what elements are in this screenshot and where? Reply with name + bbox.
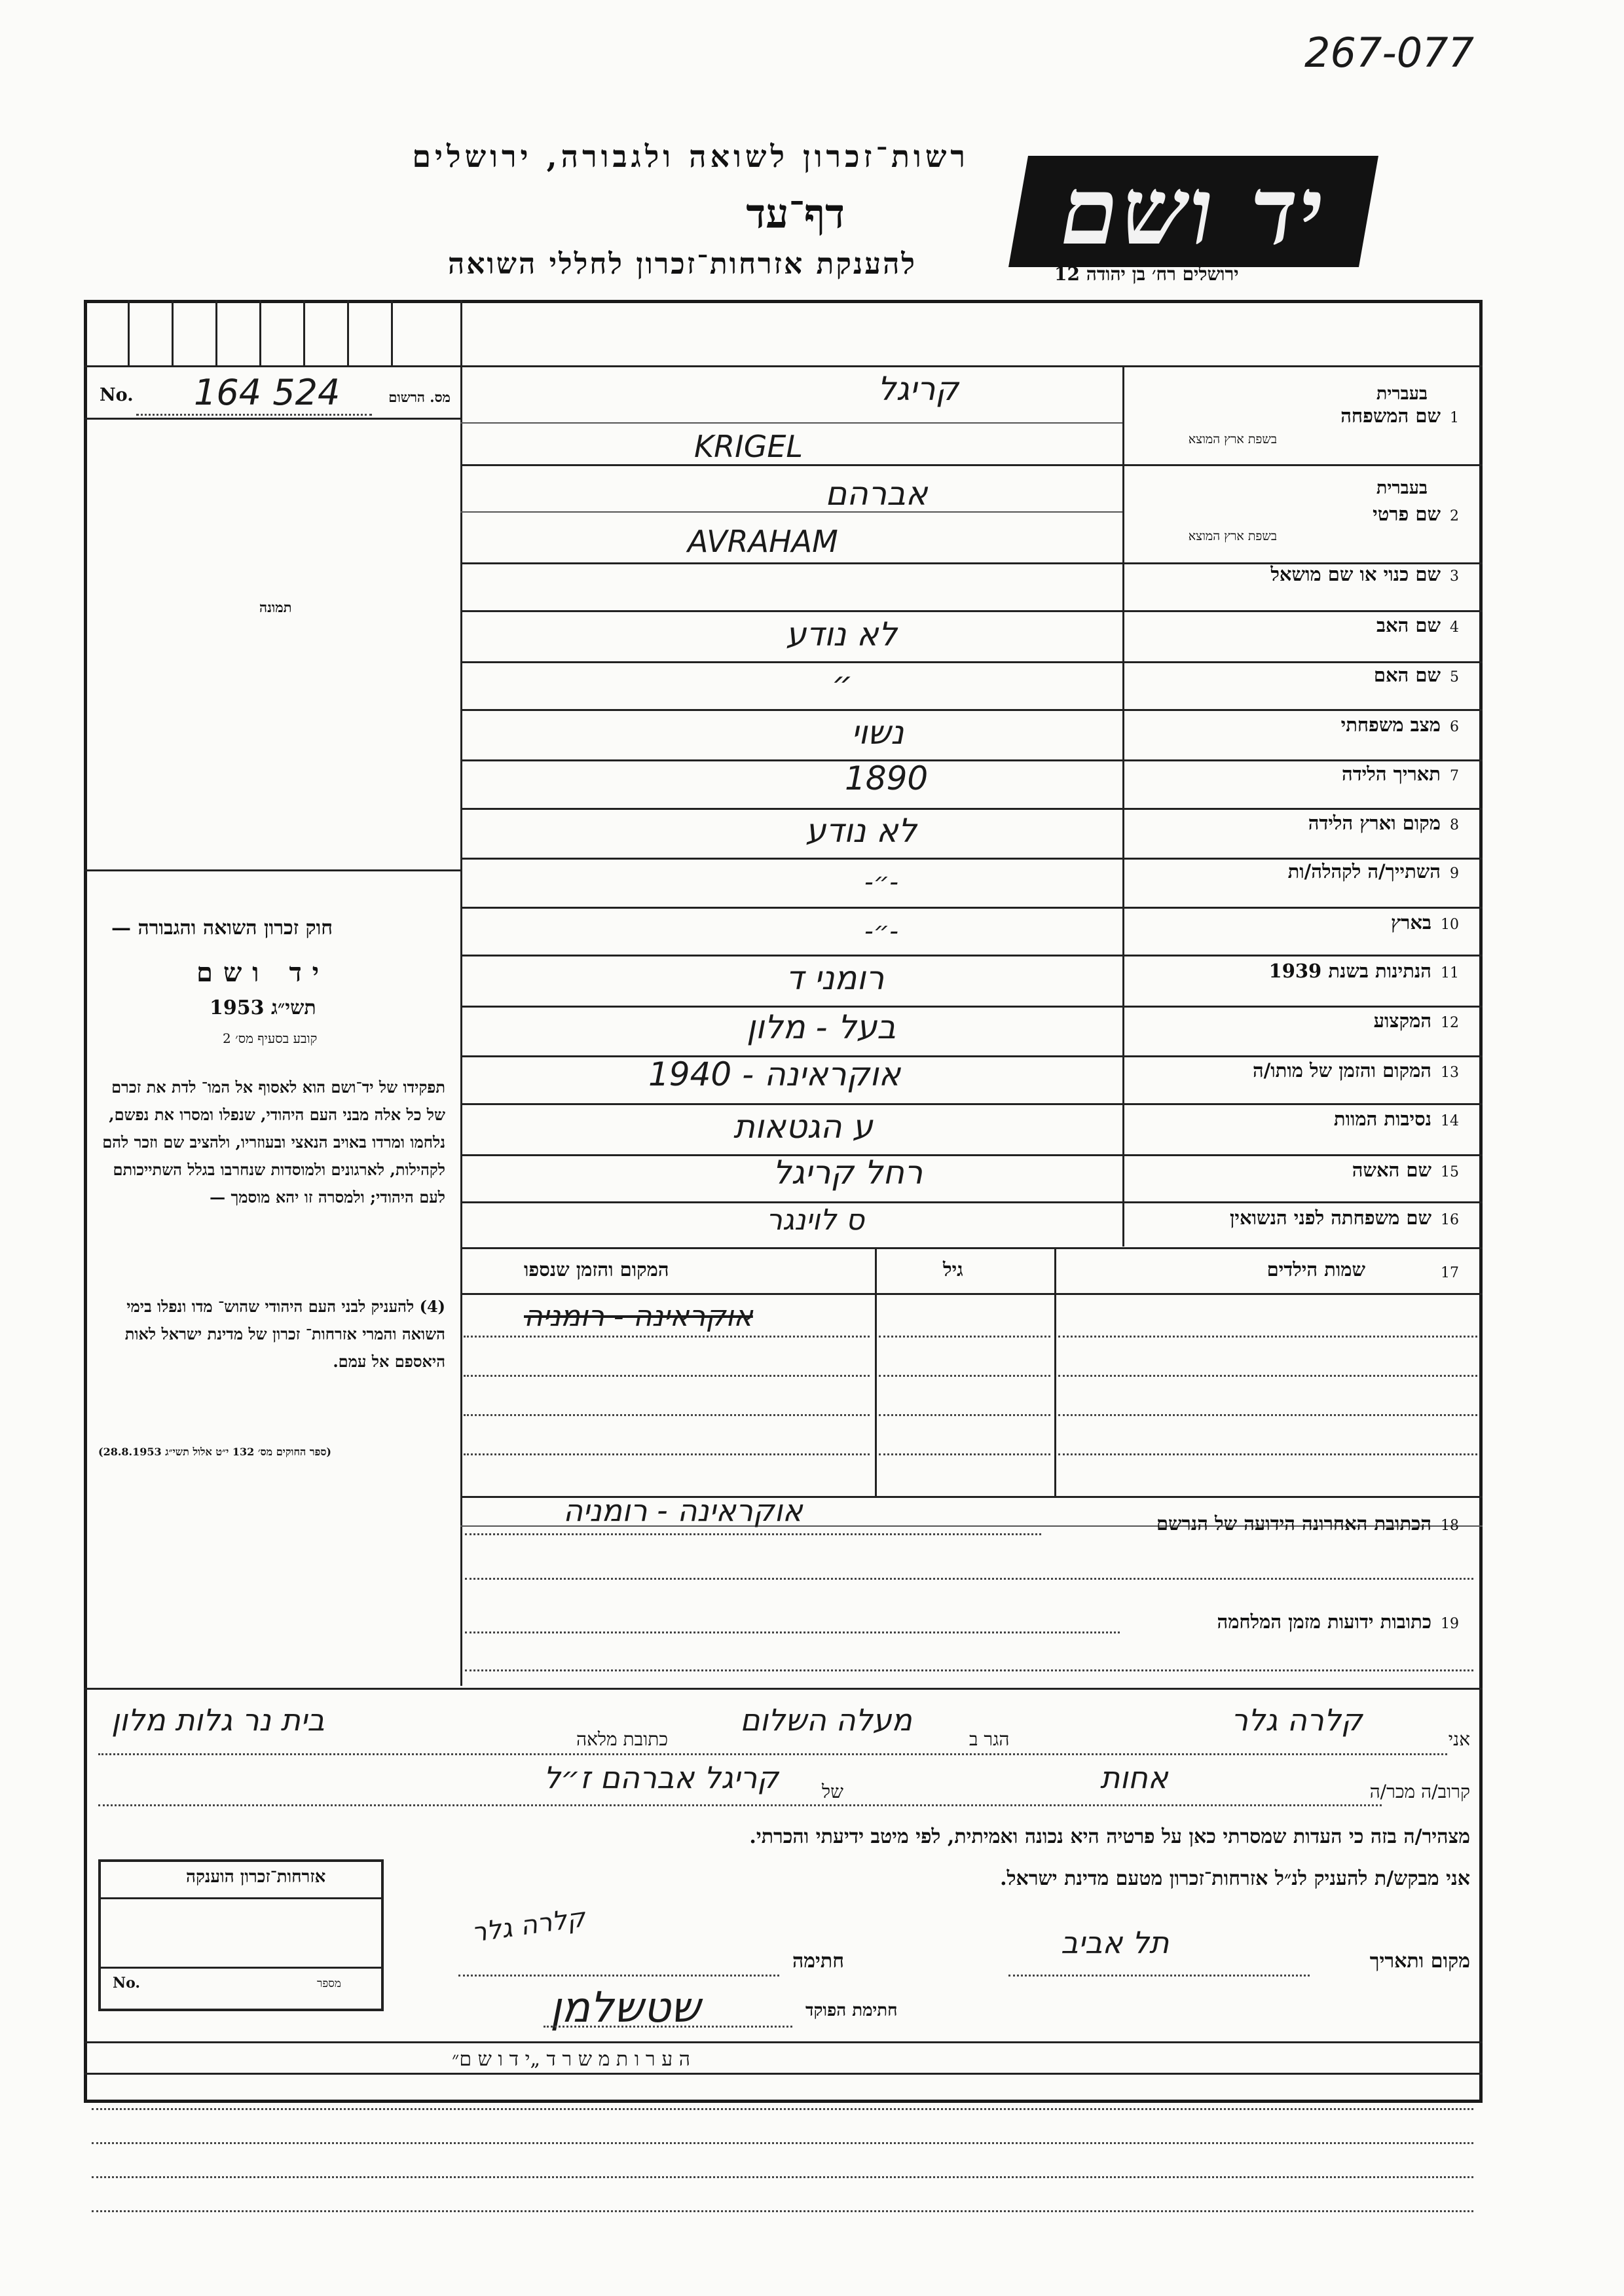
sublabel-hebrew-2: בעברית	[1376, 478, 1428, 498]
value-death-place-time: 1940 - אוקראינה	[648, 1055, 901, 1093]
decl-of-label: של	[822, 1781, 843, 1802]
value-family-name-latin: KRIGEL	[694, 429, 803, 464]
value-family-name-hebrew: קריגל	[877, 370, 959, 408]
registration-number: 164 524	[194, 372, 341, 413]
label-country: 10בארץ	[1391, 911, 1459, 934]
value-birth-date: 1890	[845, 759, 929, 797]
grant-box-number-label: מספר	[317, 1977, 342, 1990]
decl-resident-of: הגר ב	[969, 1728, 1010, 1750]
decl-signature: קלרה גלר	[470, 1903, 587, 1948]
value-citizenship-1939: רומני ד	[786, 959, 885, 997]
label-birth-place: 8מקום וארץ הלידה	[1308, 812, 1459, 834]
decl-name: קלרה גלר	[1231, 1702, 1363, 1738]
label-family-name: 1שם המשפחה	[1340, 405, 1459, 427]
authority-heading: רשות־זכרון לשואה ולגבורה, ירושלים	[412, 139, 969, 174]
value-first-name-latin: AVRAHAM	[688, 524, 838, 559]
photo-box-top	[84, 418, 462, 420]
sublabel-origin-lang-1: בשפת ארץ המוצא	[1188, 432, 1277, 446]
label-wife-maiden-name: 16שם משפחתה לפני הנשואין	[1230, 1207, 1459, 1229]
field19-dots	[465, 1631, 1120, 1633]
value-wife-maiden-name: ס לוינגר	[766, 1203, 864, 1237]
left-column-divider	[460, 300, 462, 1686]
law-year: תשי״ג 1953	[210, 996, 316, 1019]
yad-vashem-logo: יד ושם	[1008, 156, 1378, 267]
field18-line2	[465, 1578, 1473, 1580]
law-source: (ספר החוקים מס׳ 132 י״ט אלול תשי״ג 28.8.1953)	[98, 1446, 331, 1458]
decl-statement-2: אני מבקש/ת להעניק לנ״ל אזרחות־זכרון מטעם מדינת ישראל.	[1000, 1867, 1470, 1890]
field19-line2	[465, 1669, 1473, 1671]
children-col-age: גיל	[943, 1258, 963, 1281]
grant-box-no-label: No.	[113, 1975, 141, 1992]
label-death-place-time: 13המקום והזמן של מותו/ה	[1252, 1059, 1459, 1082]
label-last-address: 18הכתובת האחרונה הידועה של הנרשם	[1156, 1512, 1459, 1535]
label-mother-name: 5שם האם	[1373, 664, 1459, 686]
value-last-address: אוקראינה - רומניה	[563, 1493, 803, 1528]
label-citizenship-1939: 11הנתינות בשנת 1939	[1268, 960, 1459, 982]
sublabel-origin-lang-2: בשפת ארץ המוצא	[1188, 529, 1277, 543]
place-date-line	[1008, 1975, 1310, 1977]
value-mother-name: ״	[832, 665, 853, 702]
office-remarks: ה ע ר ו ת מ ש ר ד „י ד ו ש ם״	[452, 2048, 690, 2071]
registration-label: מס. הרשום	[388, 389, 451, 405]
children-col-place: המקום והזמן שנספו	[524, 1258, 669, 1281]
label-nickname: 3שם כנוי או שם מושאל	[1270, 563, 1459, 585]
decl-full-address-label: כתובת מלאה	[576, 1728, 668, 1750]
decl-officer-signature: שטשלמן	[550, 1984, 701, 2032]
remarks-top	[84, 2041, 1483, 2043]
decl-line2	[98, 1804, 1382, 1806]
label-marital-status: 6מצב משפחתי	[1340, 714, 1459, 736]
label-wartime-addresses: 19כתובות ידועות מזמן המלחמה	[1217, 1611, 1459, 1633]
field18-dots	[465, 1533, 1041, 1535]
children-num: 17	[1441, 1265, 1459, 1281]
decl-place-date-label: מקום ותאריך	[1369, 1950, 1470, 1973]
label-death-circumstances: 14נסיבות המוות	[1333, 1108, 1459, 1130]
decl-resident-city: מעלה השלום	[740, 1702, 912, 1738]
label-profession: 12המקצוע	[1373, 1010, 1459, 1032]
law-title: חוק זכרון השואה והגבורה —	[111, 917, 333, 939]
label-father-name: 4שם האב	[1376, 614, 1459, 636]
archive-number: 267-077	[1304, 29, 1475, 77]
grant-box-title: אזרחות־זכרון הוענקה	[186, 1867, 326, 1887]
value-first-name-hebrew: אברהם	[825, 475, 928, 513]
form-title: דף־עד	[746, 190, 845, 238]
label-first-name: 2שם פרטי	[1373, 503, 1459, 525]
decl-signature-label: חתימה	[792, 1950, 844, 1973]
label-wife-name: 15שם האשה	[1352, 1159, 1459, 1181]
office-address: ירושלים רח׳ בן יהודה 12	[1054, 263, 1239, 285]
remarks-header-bottom	[84, 2073, 1483, 2075]
decl-relation: אחות	[1100, 1760, 1168, 1795]
sublabel-hebrew-1: בעברית	[1376, 384, 1428, 404]
form-subtitle: להענקת אזרחות־זכרון לחללי השואה	[447, 247, 917, 281]
value-wife-name: רחל קריגל	[773, 1154, 923, 1192]
photo-box-bottom	[84, 869, 462, 871]
value-country: -״-	[864, 917, 898, 945]
decl-officer-signature-label: חתימת הפוקד	[805, 2001, 898, 2020]
law-clause-ref: קובע בסעיף מס׳ 2	[223, 1030, 318, 1046]
value-community: -״-	[864, 867, 898, 896]
declaration-top	[84, 1688, 1483, 1690]
decl-line1	[98, 1753, 1447, 1755]
registration-no-prefix: No.	[100, 385, 134, 405]
label-column-divider	[1122, 365, 1124, 1247]
label-birth-date: 7תאריך הלידה	[1342, 763, 1459, 785]
law-paragraph-1: תפקידו של יד־ושם הוא לאסוף אל המו־ לדת את זכרם של כל אלה מבני העם היהודי, שנפלו ומסרו את נפשם, נלחמו ומרדו באויב הנאצי ובעוזריו, ולהציב שם וזכר להם לקהילות, לארגונים ולמוסדות שנחרבו בגלל השתייכותם לעם היהודי; ולמסרה זו יהא מוסמך —	[102, 1078, 445, 1207]
value-death-circumstances: ע הגטאות	[733, 1108, 873, 1146]
value-marital-status: נשוי	[851, 714, 904, 752]
decl-full-address: בית נר גלות מלון	[111, 1702, 325, 1738]
decl-of-name: קריגל אברהם ז״ל	[544, 1760, 779, 1795]
value-profession: בעל - מלון	[747, 1008, 896, 1046]
decl-place-date: תל אביב	[1061, 1925, 1170, 1960]
value-father-name: לא נודע	[786, 615, 897, 653]
signature-line	[458, 1975, 779, 1977]
officer-signature-line	[544, 2026, 792, 2028]
children-col-names: שמות הילדים	[1266, 1258, 1365, 1281]
children-first-entry: אוקראינה - רומניה	[524, 1300, 753, 1333]
photo-label: תמונה	[259, 599, 292, 615]
law-paragraph-2: (4) להעניק לבני העם היהודי שהוש־ מדו ונפלו בימי השואה והמרי אזרחות־ זכרון של מדינת ישראל לאות היאספם אל עמם.	[124, 1297, 445, 1371]
grant-box	[98, 1859, 384, 2011]
decl-relation-label: קרוב/ה מכר/ה	[1369, 1781, 1470, 1802]
law-name: יד ושם	[196, 957, 330, 988]
decl-ani: אני	[1448, 1728, 1470, 1750]
value-birth-place: לא נודע	[805, 812, 917, 850]
decl-statement-1: מצהיר/ה בזה כי העדות שמסרתי כאן על פרטיה היא נכונה ואמיתית, לפי מיטב ידיעתי והכרתי.	[749, 1825, 1470, 1848]
label-community: 9השתייך/ה לקהלה/ות	[1287, 860, 1459, 883]
top-strip-line	[84, 365, 1483, 367]
